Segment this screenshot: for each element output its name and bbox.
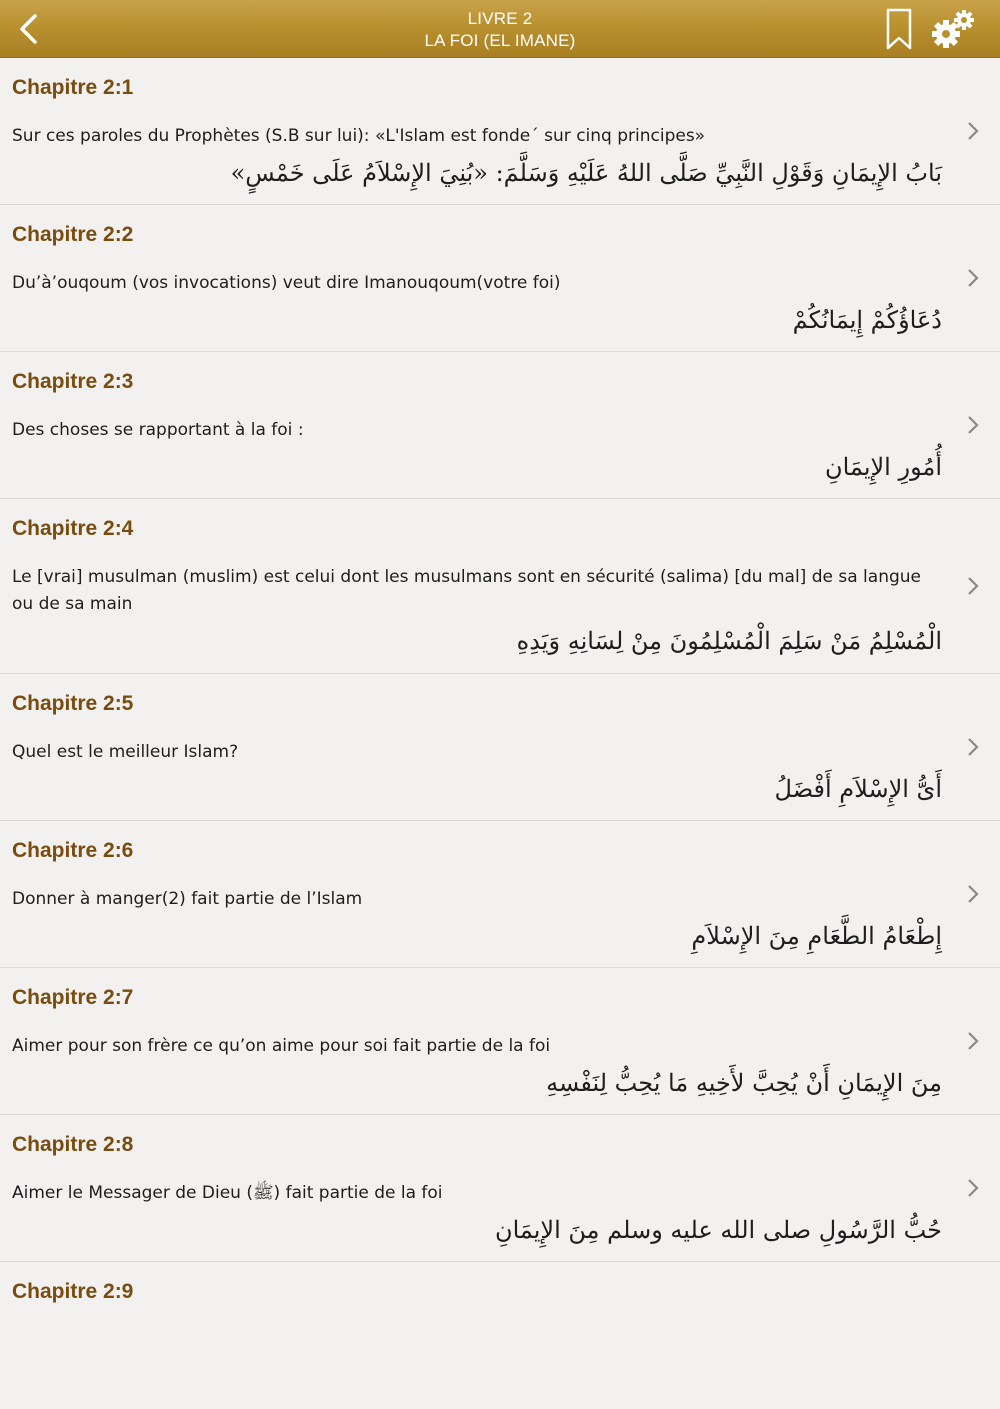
bookmark-button[interactable] [880, 6, 918, 52]
chapter-row[interactable] [0, 674, 1000, 821]
page-title [300, 8, 700, 52]
chapter-french-text: Le [vrai] musulman (muslim) est celui dont les musulmans sont en sécurité (salima) [du mal] de sa langue ou de sa main [12, 567, 921, 614]
chevron-right-icon [966, 121, 980, 141]
chapter-title: Chapitre 2:4 [12, 517, 134, 540]
chapter-row[interactable] [0, 1262, 1000, 1409]
chapter-row[interactable] [0, 352, 1000, 499]
chapter-title: Chapitre 2:8 [12, 1133, 134, 1156]
chevron-right-icon [966, 1031, 980, 1051]
chapter-french-text: Aimer pour son frère ce qu’on aime pour soi fait partie de la foi [12, 1036, 551, 1056]
chapter-french-text: Donner à manger(2) fait partie de l’Islam [12, 889, 363, 909]
chevron-left-icon [17, 13, 39, 45]
chapter-arabic-text: بَابُ الإِيمَانِ وَقَوْلِ النَّبِيِّ صَلَّى اللهُ عَلَيْهِ وَسَلَّمَ: «بُنِيَ الإِسْلاَمُ عَلَى خَمْسٍ» [230, 159, 942, 187]
chevron-right-icon [966, 1178, 980, 1198]
chapter-arabic-text: أَىُّ الإِسْلاَمِ أَفْضَلُ [774, 775, 942, 803]
chapter-title: Chapitre 2:6 [12, 839, 134, 862]
chapter-row[interactable] [0, 499, 1000, 674]
chapter-arabic-text: إِطْعَامُ الطَّعَامِ مِنَ الإِسْلاَمِ [691, 922, 942, 950]
chapter-row[interactable] [0, 821, 1000, 968]
chapter-french-text: Quel est le meilleur Islam? [12, 742, 239, 762]
chapter-title: Chapitre 2:2 [12, 223, 134, 246]
chevron-right-icon [966, 576, 980, 596]
chapter-french-text: Sur ces paroles du Prophètes (S.B sur lui): «L'Islam est fonde´ sur cinq principes» [12, 126, 706, 146]
chapter-title: Chapitre 2:7 [12, 986, 134, 1009]
chapter-row[interactable] [0, 58, 1000, 205]
chapter-row[interactable] [0, 205, 1000, 352]
chapter-arabic-text: حُبُّ الرَّسُولِ صلى الله عليه وسلم مِنَ الإِيمَانِ [494, 1216, 942, 1244]
chapter-french-text: Des choses se rapportant à la foi : [12, 420, 304, 440]
back-button[interactable] [10, 9, 46, 49]
bookmark-icon [886, 8, 912, 50]
chapter-row[interactable] [0, 1115, 1000, 1262]
gears-icon [930, 8, 976, 50]
chapter-title: Chapitre 2:3 [12, 370, 134, 393]
chevron-right-icon [966, 884, 980, 904]
chapter-title: Chapitre 2:5 [12, 692, 134, 715]
chapter-french-text: Du’à’ouqoum (vos invocations) veut dire Imanouqoum(votre foi) [12, 273, 561, 293]
settings-button[interactable] [928, 6, 978, 52]
book-number: LIVRE 2 [467, 9, 533, 28]
chapter-arabic-text: دُعَاؤُكُمْ إِيمَانُكُمْ [792, 306, 942, 334]
chapter-title: Chapitre 2:9 [12, 1280, 134, 1303]
chapter-arabic-text: أُمُورِ الإِيمَانِ [825, 453, 942, 481]
chevron-right-icon [966, 415, 980, 435]
chapter-arabic-text: مِنَ الإِيمَانِ أَنْ يُحِبَّ لأَخِيهِ مَا يُحِبُّ لِنَفْسِهِ [546, 1069, 942, 1097]
chapter-french-text: Aimer le Messager de Dieu (ﷺ) fait partie de la foi [12, 1183, 443, 1203]
chapter-title: Chapitre 2:1 [12, 76, 134, 99]
book-title: LA FOI (EL IMANE) [424, 31, 576, 50]
navigation-bar [0, 0, 1000, 58]
chapter-row[interactable] [0, 968, 1000, 1115]
chapter-list [0, 58, 1000, 1409]
chevron-right-icon [966, 268, 980, 288]
chevron-right-icon [966, 737, 980, 757]
chapter-arabic-text: الْمُسْلِمُ مَنْ سَلِمَ الْمُسْلِمُونَ مِنْ لِسَانِهِ وَيَدِهِ [516, 627, 942, 655]
